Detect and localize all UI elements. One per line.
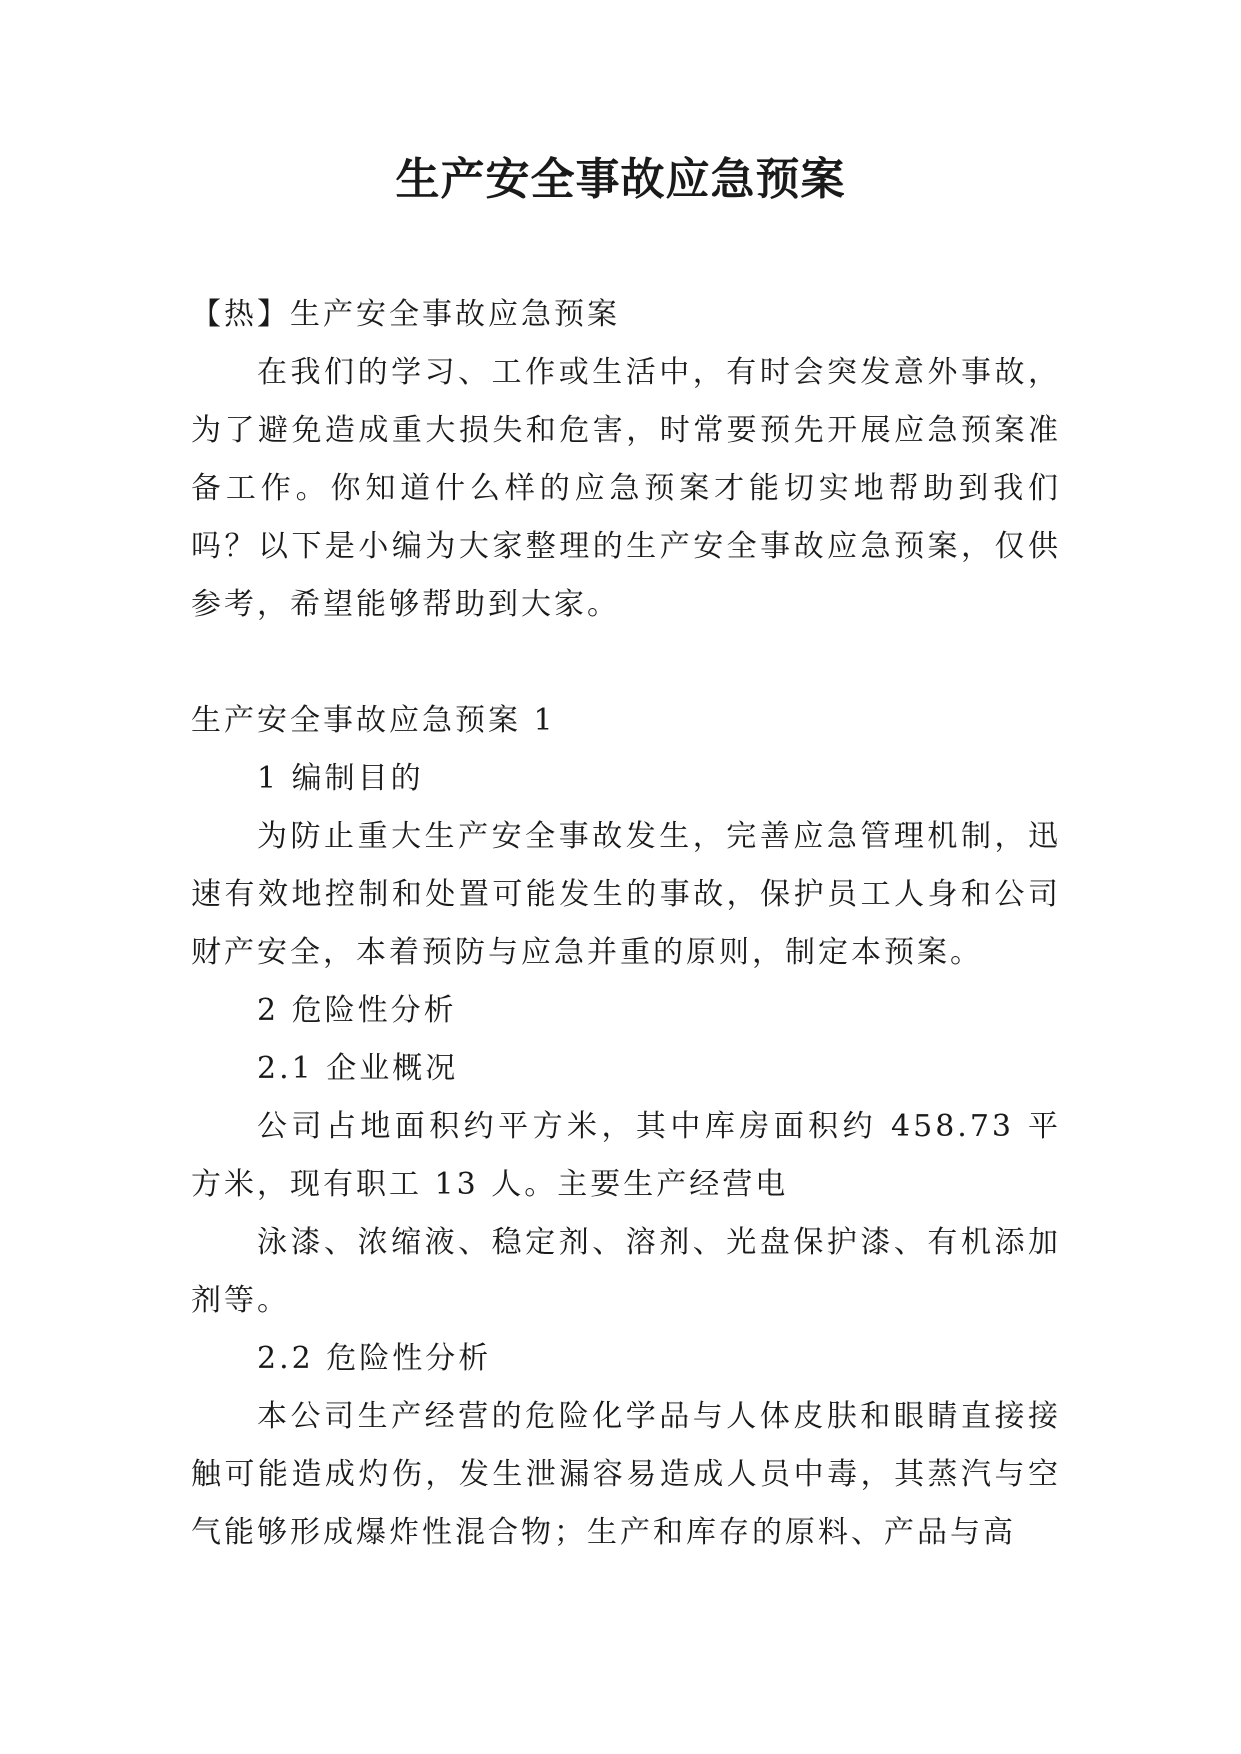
document-title: 生产安全事故应急预案 [395, 154, 846, 205]
document-body [191, 286, 1061, 1562]
paragraph-hazard: 本公司生产经营的危险化学品与人体皮肤和眼睛直接接触可能造成灼伤，发生泄漏容易造成人员中毒，其蒸汽与空气能够形成爆炸性混合物；生产和库存的原料、产品与高 [191, 1399, 1061, 1550]
paragraph-purpose: 为防止重大生产安全事故发生，完善应急管理机制，迅速有效地控制和处置可能发生的事故，保护员工人身和公司财产安全，本着预防与应急并重的原则，制定本预案。 [191, 819, 1061, 970]
heading-2: 2 危险性分析 [257, 993, 457, 1028]
lead-line: 【热】生产安全事故应急预案 [191, 297, 620, 332]
intro-paragraph: 在我们的学习、工作或生活中，有时会突发意外事故，为了避免造成重大损失和危害，时常要预先开展应急预案准备工作。你知道什么样的应急预案才能切实地帮助到我们吗？以下是小编为大家整理的生产安全事故应急预案，仅供参考，希望能够帮助到大家。 [191, 355, 1061, 622]
spacer [191, 634, 1061, 692]
heading-2-2: 2.2 危险性分析 [257, 1341, 492, 1376]
section-title: 生产安全事故应急预案 1 [191, 703, 556, 738]
heading-2-1: 2.1 企业概况 [257, 1051, 459, 1086]
heading-1: 1 编制目的 [257, 761, 424, 796]
paragraph-products: 泳漆、浓缩液、稳定剂、溶剂、光盘保护漆、有机添加剂等。 [191, 1225, 1061, 1318]
paragraph-overview: 公司占地面积约平方米，其中库房面积约 458.73 平方米，现有职工 13 人。主要生产经营电 [191, 1109, 1061, 1202]
